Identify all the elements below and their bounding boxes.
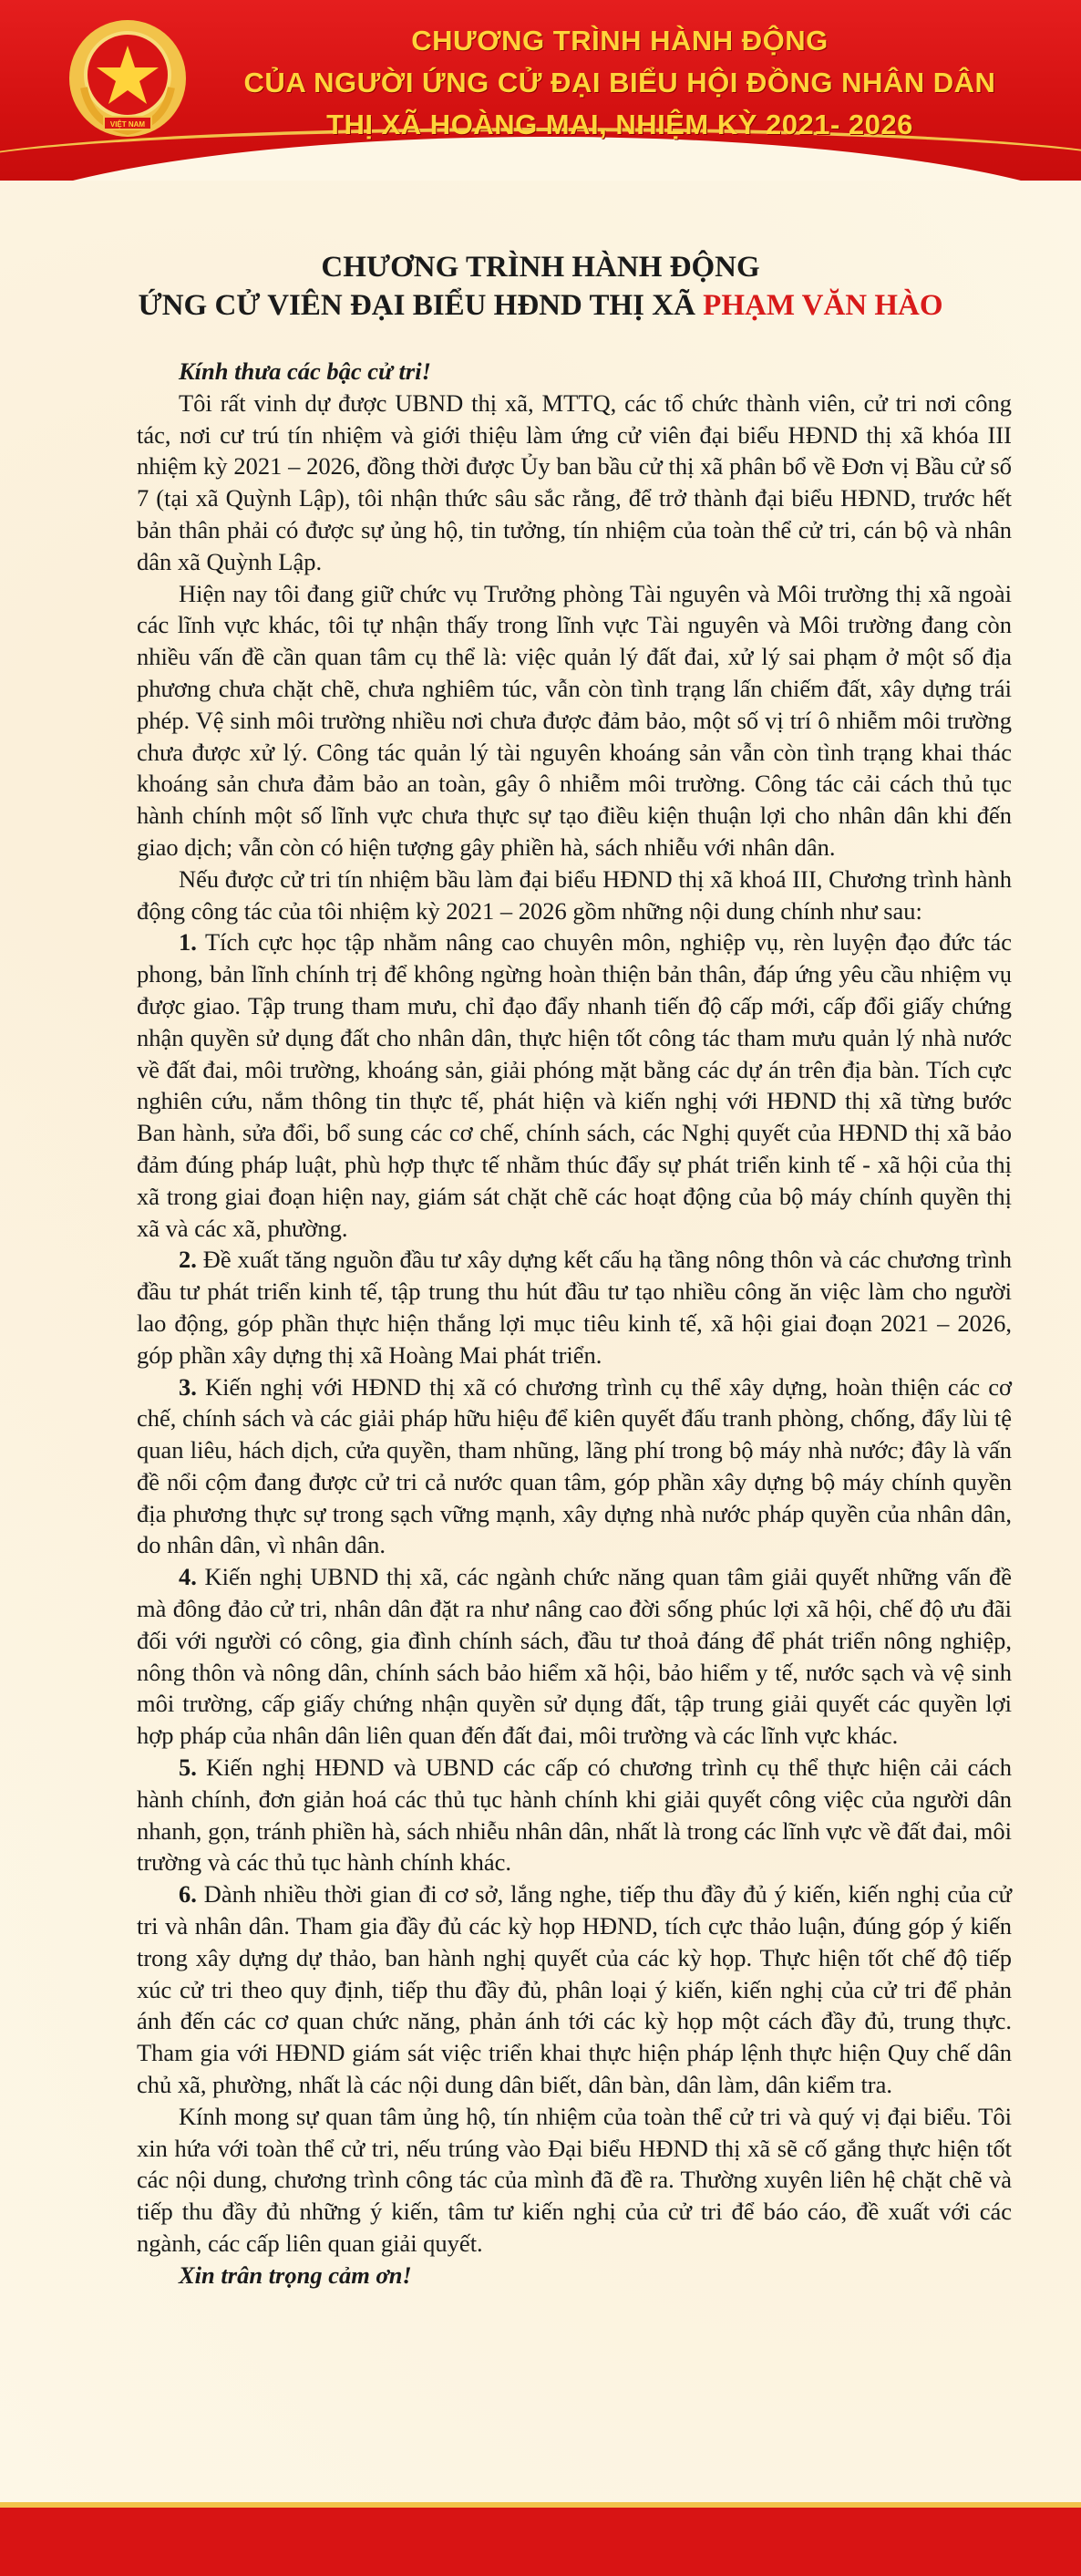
- greeting: Kính thưa các bậc cử tri!: [179, 357, 431, 385]
- header-banner: [0, 0, 1081, 181]
- banner-line-2: CỦA NGƯỜI ỨNG CỬ ĐẠI BIỂU HỘI ĐỒNG NHÂN DÂN: [243, 67, 996, 98]
- item-number: 2.: [179, 1246, 197, 1274]
- svg-text:VIỆT NAM: VIỆT NAM: [109, 120, 146, 129]
- banner-line-3: THỊ XÃ HOÀNG MAI, NHIỆM KỲ 2021- 2026: [326, 109, 913, 140]
- list-item: [137, 1561, 1012, 1752]
- title-line-2: [0, 286, 1081, 325]
- item-text: Kiến nghị UBND thị xã, các ngành chức năng quan tâm giải quyết những vấn đề mà đông đảo cử tri, nhân dân đặt ra như nâng cao đời sống phúc lợi xã hội, chế độ ưu đãi đối với người có công, gia đình chính sách, đầu tư thoả đáng để phát triển nông nghiệp, nông thôn và nông dân, chính sách bảo hiểm xã hội, bảo hiểm y tế, nước sạch và vệ sinh môi trường, cấp giấy chứng nhận quyền sử dụng đất, tập trung giải quyết các quyền lợi hợp pháp của nhân dân liên quan đến đất đai, môi trường và các lĩnh vực khác.: [137, 1563, 1012, 1750]
- paragraph-intro: Tôi rất vinh dự được UBND thị xã, MTTQ, các tổ chức thành viên, cử tri nơi công tác, nơi cư trú tín nhiệm và giới thiệu làm ứng cử viên đại biểu HĐND thị xã khóa III nhiệm kỳ 2021 – 2026, đồng thời được Ủy ban bầu cử thị xã phân bổ về Đơn vị Bầu cử số 7 (tại xã Quỳnh Lập), tôi nhận thức sâu sắc rằng, để trở thành đại biểu HĐND, trước hết bản thân phải có được sự ủng hộ, tin tưởng, tín nhiệm của toàn thể cử tri, cán bộ và nhân dân xã Quỳnh Lập.: [137, 388, 1012, 575]
- item-text: Đề xuất tăng nguồn đầu tư xây dựng kết cấu hạ tầng nông thôn và các chương trình đầu tư phát triển kinh tế, tập trung thu hút đầu tư tạo nhiều công ăn việc làm cho người lao động, góp phần thực hiện thắng lợi mục tiêu kinh tế, xã hội giai đoạn 2021 – 2026, góp phần xây dựng thị xã Hoàng Mai phát triển.: [137, 1246, 1012, 1369]
- document-title: [0, 248, 1081, 325]
- item-number: 4.: [179, 1563, 197, 1591]
- list-item: [137, 1371, 1012, 1562]
- document-body: [137, 356, 1012, 2292]
- item-number: 3.: [179, 1372, 197, 1401]
- paragraph-current-role: Hiện nay tôi đang giữ chức vụ Trưởng phòng Tài nguyên và Môi trường thị xã ngoài các lĩnh vực khác, tôi tự nhận thấy trong lĩnh vực Tài nguyên và Môi trường đang còn nhiều vấn đề cần quan tâm cụ thể là: việc quản lý đất đai, xử lý sai phạm ở một số địa phương chưa chặt chẽ, chưa nghiêm túc, vẫn còn tình trạng lấn chiếm đất, xây dựng trái phép. Vệ sinh môi trường nhiều nơi chưa được đảm bảo, một số vị trí ô nhiễm môi trường chưa được xử lý. Công tác quản lý tài nguyên khoáng sản vẫn còn tình trạng khai thác khoáng sản chưa đảm bảo an toàn, gây ô nhiễm môi trường. Công tác cải cách thủ tục hành chính một số lĩnh vực chưa thực sự tạo điều kiện thuận lợi cho nhân dân khi đến giao dịch; vẫn còn có hiện tượng gây phiền hà, sách nhiễu với nhân dân.: [137, 579, 1012, 861]
- national-emblem-icon: [64, 15, 191, 142]
- item-text: Kiến nghị với HĐND thị xã có chương trình cụ thể xây dựng, hoàn thiện các cơ chế, chính sách và các giải pháp hữu hiệu để kiên quyết đấu tranh phòng, chống, đẩy lùi tệ quan liêu, hách dịch, cửa quyền, tham nhũng, lãng phí trong bộ máy nhà nước; đây là vấn đề nổi cộm đang được cử tri cả nước quan tâm, góp phần xây dựng bộ máy chính quyền địa phương thực sự trong sạch vững mạnh, xây dựng nhà nước pháp quyền của nhân dân, do nhân dân, vì nhân dân.: [137, 1372, 1012, 1559]
- item-text: Dành nhiều thời gian đi cơ sở, lắng nghe, tiếp thu đầy đủ ý kiến, kiến nghị của cử tri và nhân dân. Tham gia đầy đủ các kỳ họp HĐND, tích cực thảo luận, đúng góp ý kiến trong xây dựng dự thảo, ban hành nghị quyết của các kỳ họp. Thực hiện tốt chế độ tiếp xúc cử tri theo quy định, tiếp thu đầy đủ, phân loại ý kiến, kiến nghị của cử tri để phản ánh đến các cơ quan chức năng, phản ánh tới các kỳ họp một cách đầy đủ, trung thực. Tham gia với HĐND giám sát việc triển khai thực hiện pháp lệnh thực hiện Quy chế dân chủ xã, phường, nhất là các nội dung dân biết, dân bàn, dân làm, dân kiểm tra.: [137, 1880, 1012, 2099]
- thanks-line: Xin trân trọng cảm ơn!: [179, 2260, 412, 2289]
- list-item: [137, 1752, 1012, 1878]
- item-text: Kiến nghị HĐND và UBND các cấp có chương trình cụ thể thực hiện cải cách hành chính, đơn giản hoá các thủ tục hành chính khi giải quyết công việc của người dân nhanh, gọn, tránh phiền hà, sách nhiễu nhân dân, nhất là trong các lĩnh vực về đất đai, môi trường và các thủ tục hành chính khác.: [137, 1754, 1012, 1877]
- list-item: [137, 1244, 1012, 1371]
- title-line-1: CHƯƠNG TRÌNH HÀNH ĐỘNG: [321, 251, 760, 284]
- banner-line-1: CHƯƠNG TRÌNH HÀNH ĐỘNG: [411, 25, 829, 57]
- paragraph-program-lead: Nếu được cử tri tín nhiệm bầu làm đại biểu HĐND thị xã khoá III, Chương trình hành động công tác của tôi nhiệm kỳ 2021 – 2026 gồm những nội dung chính như sau:: [137, 864, 1012, 925]
- item-number: 5.: [179, 1754, 197, 1782]
- item-text: Tích cực học tập nhằm nâng cao chuyên môn, nghiệp vụ, rèn luyện đạo đức tác phong, bản lĩnh chính trị để không ngừng hoàn thiện bản thân, đáp ứng yêu cầu nhiệm vụ được giao. Tập trung tham mưu, chỉ đạo đẩy nhanh tiến độ cấp mới, cấp đổi giấy chứng nhận quyền sử dụng đất cho nhân dân, thực hiện tốt công tác tham mưu quản lý nhà nước về đất đai, môi trường, khoáng sản, giải phóng mặt bằng các dự án trên địa bàn. Tích cực nghiên cứu, nắm thông tin thực tế, phát hiện và kiến nghị với HĐND thị xã từng bước Ban hành, sửa đổi, bổ sung các cơ chế, chính sách, các Nghị quyết của HĐND thị xã bảo đảm đúng pháp luật, phù hợp thực tế nhằm thúc đẩy sự phát triển kinh tế - xã hội của thị xã trong giai đoạn hiện nay, giám sát chặt chẽ các hoạt động của bộ máy chính quyền thị xã và các xã, phường.: [137, 928, 1012, 1242]
- item-number: 6.: [179, 1880, 197, 1909]
- list-item: [137, 926, 1012, 1244]
- footer-bar: [0, 2508, 1081, 2576]
- paragraph-closing: Kính mong sự quan tâm ủng hộ, tín nhiệm của toàn thể cử tri và quý vị đại biểu. Tôi xin hứa với toàn thể cử tri, nếu trúng vào Đại biểu HĐND thị xã sẽ cố gắng thực hiện tốt các nội dung, chương trình công tác của mình đã đề ra. Thường xuyên liên hệ chặt chẽ và tiếp thu đầy đủ những ý kiến, tâm tư kiến nghị của cử tri để báo cáo, đề xuất với các ngành, các cấp liên quan giải quyết.: [137, 2102, 1012, 2258]
- banner-title: [210, 20, 1030, 146]
- item-number: 1.: [179, 928, 197, 957]
- title-prefix: ỨNG CỬ VIÊN ĐẠI BIỂU HĐND THỊ XÃ: [138, 289, 704, 322]
- footer-gold-edge: [0, 2502, 1081, 2508]
- list-item: [137, 1878, 1012, 2101]
- candidate-name: PHẠM VĂN HÀO: [703, 289, 943, 322]
